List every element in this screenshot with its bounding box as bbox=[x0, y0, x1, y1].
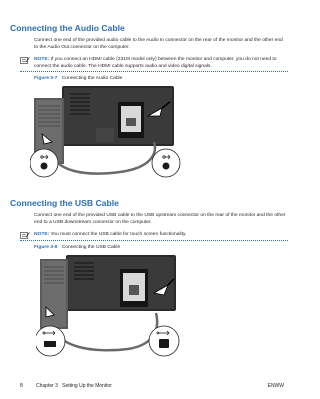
note-icon bbox=[20, 57, 30, 64]
section-heading-usb: Connecting the USB Cable bbox=[10, 198, 119, 208]
section-heading-audio: Connecting the Audio Cable bbox=[10, 23, 125, 33]
note-label: NOTE: bbox=[34, 232, 50, 237]
figure-caption-usb bbox=[34, 245, 120, 250]
note-usb bbox=[20, 232, 288, 241]
note-text: If you connect an HDMI cable (2310t model only) between the monitor and computer, you do not need to connect the audio cable. The HDMI cable supports audio and video digital signals. bbox=[34, 57, 277, 69]
figure-number: Figure 3-7 bbox=[34, 76, 58, 81]
section-body-audio: Connect one end of the provided audio cable to the Audio In connector on the rear of the monitor and the other end to the Audio Out connector on the computer. bbox=[34, 38, 283, 50]
figure-usb-cable bbox=[36, 253, 180, 363]
chapter-title: Chapter 3 Setting Up the Monitor bbox=[36, 383, 112, 389]
figure-title: Connecting the Audio Cable bbox=[61, 76, 123, 81]
figure-caption-audio bbox=[34, 76, 122, 81]
doc-code: ENWW bbox=[267, 383, 284, 389]
note-text: You must connect the USB cable for touch screen functionality. bbox=[50, 232, 187, 237]
note-icon bbox=[20, 232, 30, 239]
section-body-usb: Connect one end of the provided USB cable to the USB upstream connector on the rear of the monitor and the other end to a USB downstream connector on the computer. bbox=[34, 213, 286, 225]
note-label: NOTE: bbox=[34, 57, 50, 62]
note-audio bbox=[20, 57, 288, 72]
figure-title: Connecting the USB Cable bbox=[61, 245, 121, 250]
figure-number: Figure 3-8 bbox=[34, 245, 58, 250]
page-number: 8 bbox=[20, 383, 23, 389]
figure-audio-cable bbox=[30, 84, 182, 186]
